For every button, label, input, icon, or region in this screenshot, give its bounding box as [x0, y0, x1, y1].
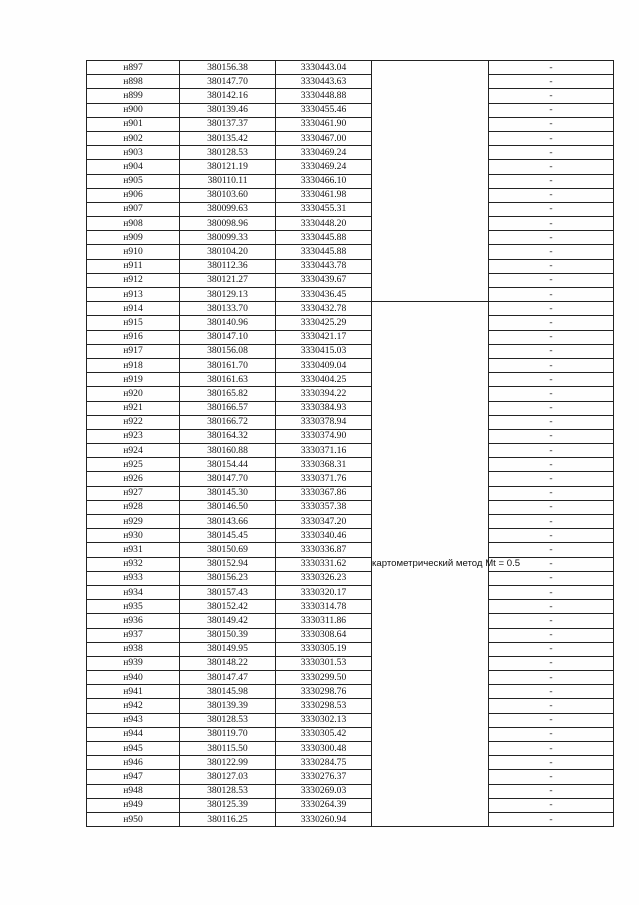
x-coordinate-cell: 380160.88 — [180, 444, 276, 458]
table-row — [87, 529, 614, 543]
x-coordinate-cell: 380103.60 — [180, 188, 276, 202]
x-coordinate-cell: 380112.36 — [180, 259, 276, 273]
y-coordinate-cell: 3330260.94 — [276, 812, 372, 826]
table-row — [87, 61, 614, 75]
table-row — [87, 713, 614, 727]
y-coordinate-cell: 3330276.37 — [276, 770, 372, 784]
value-cell: - — [489, 543, 614, 557]
point-id-cell: н935 — [87, 600, 180, 614]
x-coordinate-cell: 380133.70 — [180, 302, 276, 316]
y-coordinate-cell: 3330439.67 — [276, 273, 372, 287]
table-row — [87, 117, 614, 131]
table-row — [87, 188, 614, 202]
value-cell: - — [489, 756, 614, 770]
x-coordinate-cell: 380143.66 — [180, 515, 276, 529]
table-row — [87, 245, 614, 259]
x-coordinate-cell: 380127.03 — [180, 770, 276, 784]
point-id-cell: н923 — [87, 429, 180, 443]
y-coordinate-cell: 3330448.20 — [276, 217, 372, 231]
point-id-cell: н927 — [87, 486, 180, 500]
x-coordinate-cell: 380110.11 — [180, 174, 276, 188]
table-row — [87, 202, 614, 216]
value-cell: - — [489, 174, 614, 188]
table-row — [87, 103, 614, 117]
value-cell: - — [489, 515, 614, 529]
table-row — [87, 642, 614, 656]
table-row — [87, 415, 614, 429]
x-coordinate-cell: 380125.39 — [180, 798, 276, 812]
y-coordinate-cell: 3330469.24 — [276, 160, 372, 174]
x-coordinate-cell: 380147.70 — [180, 472, 276, 486]
x-coordinate-cell: 380129.13 — [180, 288, 276, 302]
point-id-cell: н941 — [87, 685, 180, 699]
point-id-cell: н937 — [87, 628, 180, 642]
value-cell: - — [489, 217, 614, 231]
point-id-cell: н913 — [87, 288, 180, 302]
table-row — [87, 89, 614, 103]
point-id-cell: н946 — [87, 756, 180, 770]
y-coordinate-cell: 3330384.93 — [276, 401, 372, 415]
x-coordinate-cell: 380156.38 — [180, 61, 276, 75]
point-id-cell: н903 — [87, 146, 180, 160]
point-id-cell: н916 — [87, 330, 180, 344]
y-coordinate-cell: 3330302.13 — [276, 713, 372, 727]
table-row — [87, 685, 614, 699]
value-cell: - — [489, 415, 614, 429]
point-id-cell: н924 — [87, 444, 180, 458]
y-coordinate-cell: 3330467.00 — [276, 131, 372, 145]
point-id-cell: н949 — [87, 798, 180, 812]
value-cell: - — [489, 585, 614, 599]
value-cell: - — [489, 259, 614, 273]
x-coordinate-cell: 380161.63 — [180, 373, 276, 387]
coordinates-table — [86, 60, 614, 827]
y-coordinate-cell: 3330394.22 — [276, 387, 372, 401]
x-coordinate-cell: 380116.25 — [180, 812, 276, 826]
point-id-cell: н936 — [87, 614, 180, 628]
table-row — [87, 131, 614, 145]
y-coordinate-cell: 3330432.78 — [276, 302, 372, 316]
value-cell: - — [489, 302, 614, 316]
point-id-cell: н905 — [87, 174, 180, 188]
point-id-cell: н900 — [87, 103, 180, 117]
x-coordinate-cell: 380156.08 — [180, 344, 276, 358]
y-coordinate-cell: 3330305.42 — [276, 727, 372, 741]
x-coordinate-cell: 380147.70 — [180, 75, 276, 89]
point-id-cell: н928 — [87, 500, 180, 514]
x-coordinate-cell: 380150.39 — [180, 628, 276, 642]
point-id-cell: н948 — [87, 784, 180, 798]
y-coordinate-cell: 3330371.16 — [276, 444, 372, 458]
point-id-cell: н921 — [87, 401, 180, 415]
x-coordinate-cell: 380154.44 — [180, 458, 276, 472]
y-coordinate-cell: 3330371.76 — [276, 472, 372, 486]
value-cell: - — [489, 486, 614, 500]
value-cell: - — [489, 557, 614, 571]
point-id-cell: н934 — [87, 585, 180, 599]
point-id-cell: н926 — [87, 472, 180, 486]
value-cell: - — [489, 727, 614, 741]
value-cell: - — [489, 231, 614, 245]
x-coordinate-cell: 380147.47 — [180, 671, 276, 685]
y-coordinate-cell: 3330436.45 — [276, 288, 372, 302]
y-coordinate-cell: 3330311.86 — [276, 614, 372, 628]
table-row — [87, 756, 614, 770]
x-coordinate-cell: 380128.53 — [180, 713, 276, 727]
table-row — [87, 160, 614, 174]
value-cell: - — [489, 600, 614, 614]
value-cell: - — [489, 273, 614, 287]
value-cell: - — [489, 160, 614, 174]
y-coordinate-cell: 3330305.19 — [276, 642, 372, 656]
value-cell: - — [489, 458, 614, 472]
x-coordinate-cell: 380128.53 — [180, 146, 276, 160]
table-row — [87, 699, 614, 713]
y-coordinate-cell: 3330461.98 — [276, 188, 372, 202]
y-coordinate-cell: 3330455.31 — [276, 202, 372, 216]
x-coordinate-cell: 380139.39 — [180, 699, 276, 713]
value-cell: - — [489, 742, 614, 756]
value-cell: - — [489, 61, 614, 75]
value-cell: - — [489, 358, 614, 372]
value-cell: - — [489, 529, 614, 543]
point-id-cell: н910 — [87, 245, 180, 259]
value-cell: - — [489, 671, 614, 685]
point-id-cell: н904 — [87, 160, 180, 174]
table-row — [87, 401, 614, 415]
y-coordinate-cell: 3330300.48 — [276, 742, 372, 756]
value-cell: - — [489, 642, 614, 656]
point-id-cell: н907 — [87, 202, 180, 216]
table-row — [87, 146, 614, 160]
y-coordinate-cell: 3330374.90 — [276, 429, 372, 443]
point-id-cell: н942 — [87, 699, 180, 713]
x-coordinate-cell: 380165.82 — [180, 387, 276, 401]
x-coordinate-cell: 380149.42 — [180, 614, 276, 628]
x-coordinate-cell: 380156.23 — [180, 571, 276, 585]
value-cell: - — [489, 202, 614, 216]
point-id-cell: н950 — [87, 812, 180, 826]
x-coordinate-cell: 380150.69 — [180, 543, 276, 557]
value-cell: - — [489, 75, 614, 89]
point-id-cell: н930 — [87, 529, 180, 543]
table-row — [87, 75, 614, 89]
y-coordinate-cell: 3330443.78 — [276, 259, 372, 273]
table-row — [87, 273, 614, 287]
point-id-cell: н931 — [87, 543, 180, 557]
point-id-cell: н932 — [87, 557, 180, 571]
y-coordinate-cell: 3330269.03 — [276, 784, 372, 798]
x-coordinate-cell: 380137.37 — [180, 117, 276, 131]
table-row — [87, 727, 614, 741]
point-id-cell: н899 — [87, 89, 180, 103]
value-cell: - — [489, 117, 614, 131]
point-id-cell: н933 — [87, 571, 180, 585]
x-coordinate-cell: 380146.50 — [180, 500, 276, 514]
x-coordinate-cell: 380121.27 — [180, 273, 276, 287]
y-coordinate-cell: 3330326.23 — [276, 571, 372, 585]
value-cell: - — [489, 401, 614, 415]
y-coordinate-cell: 3330367.86 — [276, 486, 372, 500]
value-cell: - — [489, 614, 614, 628]
x-coordinate-cell: 380104.20 — [180, 245, 276, 259]
y-coordinate-cell: 3330298.76 — [276, 685, 372, 699]
y-coordinate-cell: 3330340.46 — [276, 529, 372, 543]
point-id-cell: н918 — [87, 358, 180, 372]
x-coordinate-cell: 380148.22 — [180, 656, 276, 670]
table-row — [87, 557, 614, 571]
x-coordinate-cell: 380140.96 — [180, 316, 276, 330]
point-id-cell: н915 — [87, 316, 180, 330]
value-cell: - — [489, 472, 614, 486]
table-row — [87, 585, 614, 599]
y-coordinate-cell: 3330378.94 — [276, 415, 372, 429]
point-id-cell: н897 — [87, 61, 180, 75]
point-id-cell: н912 — [87, 273, 180, 287]
table-row — [87, 656, 614, 670]
table-row — [87, 784, 614, 798]
point-id-cell: н947 — [87, 770, 180, 784]
y-coordinate-cell: 3330445.88 — [276, 231, 372, 245]
point-id-cell: н908 — [87, 217, 180, 231]
table-row — [87, 387, 614, 401]
value-cell: - — [489, 656, 614, 670]
table-row — [87, 231, 614, 245]
y-coordinate-cell: 3330298.53 — [276, 699, 372, 713]
x-coordinate-cell: 380164.32 — [180, 429, 276, 443]
table-row — [87, 344, 614, 358]
point-id-cell: н922 — [87, 415, 180, 429]
table-row — [87, 671, 614, 685]
y-coordinate-cell: 3330284.75 — [276, 756, 372, 770]
method-cell-group-1 — [372, 61, 489, 302]
point-id-cell: н898 — [87, 75, 180, 89]
value-cell: - — [489, 444, 614, 458]
table-row — [87, 358, 614, 372]
y-coordinate-cell: 3330443.04 — [276, 61, 372, 75]
value-cell: - — [489, 628, 614, 642]
y-coordinate-cell: 3330448.88 — [276, 89, 372, 103]
point-id-cell: н920 — [87, 387, 180, 401]
table-row — [87, 500, 614, 514]
value-cell: - — [489, 713, 614, 727]
x-coordinate-cell: 380152.42 — [180, 600, 276, 614]
table-row — [87, 429, 614, 443]
y-coordinate-cell: 3330368.31 — [276, 458, 372, 472]
value-cell: - — [489, 103, 614, 117]
table-row — [87, 543, 614, 557]
value-cell: - — [489, 245, 614, 259]
table-row — [87, 515, 614, 529]
x-coordinate-cell: 380149.95 — [180, 642, 276, 656]
point-id-cell: н929 — [87, 515, 180, 529]
table-row — [87, 316, 614, 330]
table-row — [87, 174, 614, 188]
y-coordinate-cell: 3330455.46 — [276, 103, 372, 117]
table-row — [87, 472, 614, 486]
point-id-cell: н919 — [87, 373, 180, 387]
table-row — [87, 812, 614, 826]
point-id-cell: н939 — [87, 656, 180, 670]
x-coordinate-cell: 380135.42 — [180, 131, 276, 145]
value-cell: - — [489, 288, 614, 302]
x-coordinate-cell: 380147.10 — [180, 330, 276, 344]
point-id-cell: н909 — [87, 231, 180, 245]
value-cell: - — [489, 784, 614, 798]
x-coordinate-cell: 380142.16 — [180, 89, 276, 103]
table-row — [87, 486, 614, 500]
y-coordinate-cell: 3330264.39 — [276, 798, 372, 812]
y-coordinate-cell: 3330347.20 — [276, 515, 372, 529]
value-cell: - — [489, 131, 614, 145]
value-cell: - — [489, 373, 614, 387]
x-coordinate-cell: 380152.94 — [180, 557, 276, 571]
x-coordinate-cell: 380166.57 — [180, 401, 276, 415]
table-row — [87, 330, 614, 344]
y-coordinate-cell: 3330443.63 — [276, 75, 372, 89]
y-coordinate-cell: 3330331.62 — [276, 557, 372, 571]
table-row — [87, 742, 614, 756]
y-coordinate-cell: 3330301.53 — [276, 656, 372, 670]
x-coordinate-cell: 380145.30 — [180, 486, 276, 500]
y-coordinate-cell: 3330314.78 — [276, 600, 372, 614]
table-row — [87, 614, 614, 628]
point-id-cell: н914 — [87, 302, 180, 316]
point-id-cell: н911 — [87, 259, 180, 273]
point-id-cell: н944 — [87, 727, 180, 741]
value-cell: - — [489, 812, 614, 826]
point-id-cell: н938 — [87, 642, 180, 656]
y-coordinate-cell: 3330425.29 — [276, 316, 372, 330]
x-coordinate-cell: 380115.50 — [180, 742, 276, 756]
x-coordinate-cell: 380119.70 — [180, 727, 276, 741]
table-row — [87, 571, 614, 585]
y-coordinate-cell: 3330336.87 — [276, 543, 372, 557]
point-id-cell: н943 — [87, 713, 180, 727]
table-row — [87, 798, 614, 812]
value-cell: - — [489, 330, 614, 344]
table-row — [87, 444, 614, 458]
table-row — [87, 217, 614, 231]
table-row — [87, 458, 614, 472]
x-coordinate-cell: 380157.43 — [180, 585, 276, 599]
x-coordinate-cell: 380098.96 — [180, 217, 276, 231]
y-coordinate-cell: 3330308.64 — [276, 628, 372, 642]
table-row — [87, 373, 614, 387]
value-cell: - — [489, 89, 614, 103]
method-cell-group-2: картометрический метод Mt = 0.5 — [372, 302, 489, 827]
y-coordinate-cell: 3330357.38 — [276, 500, 372, 514]
y-coordinate-cell: 3330415.03 — [276, 344, 372, 358]
value-cell: - — [489, 571, 614, 585]
table-row — [87, 259, 614, 273]
y-coordinate-cell: 3330299.50 — [276, 671, 372, 685]
value-cell: - — [489, 770, 614, 784]
table-row — [87, 600, 614, 614]
y-coordinate-cell: 3330445.88 — [276, 245, 372, 259]
value-cell: - — [489, 344, 614, 358]
point-id-cell: н901 — [87, 117, 180, 131]
table-row — [87, 288, 614, 302]
x-coordinate-cell: 380099.33 — [180, 231, 276, 245]
x-coordinate-cell: 380121.19 — [180, 160, 276, 174]
point-id-cell: н940 — [87, 671, 180, 685]
y-coordinate-cell: 3330421.17 — [276, 330, 372, 344]
coordinates-table-body — [87, 61, 614, 827]
point-id-cell: н906 — [87, 188, 180, 202]
y-coordinate-cell: 3330320.17 — [276, 585, 372, 599]
x-coordinate-cell: 380161.70 — [180, 358, 276, 372]
point-id-cell: н902 — [87, 131, 180, 145]
table-row — [87, 302, 614, 316]
y-coordinate-cell: 3330404.25 — [276, 373, 372, 387]
table-row — [87, 770, 614, 784]
x-coordinate-cell: 380145.98 — [180, 685, 276, 699]
value-cell: - — [489, 316, 614, 330]
value-cell: - — [489, 500, 614, 514]
x-coordinate-cell: 380139.46 — [180, 103, 276, 117]
x-coordinate-cell: 380128.53 — [180, 784, 276, 798]
x-coordinate-cell: 380099.63 — [180, 202, 276, 216]
value-cell: - — [489, 429, 614, 443]
x-coordinate-cell: 380145.45 — [180, 529, 276, 543]
y-coordinate-cell: 3330409.04 — [276, 358, 372, 372]
y-coordinate-cell: 3330461.90 — [276, 117, 372, 131]
point-id-cell: н925 — [87, 458, 180, 472]
value-cell: - — [489, 699, 614, 713]
y-coordinate-cell: 3330469.24 — [276, 146, 372, 160]
value-cell: - — [489, 146, 614, 160]
table-row — [87, 628, 614, 642]
y-coordinate-cell: 3330466.10 — [276, 174, 372, 188]
value-cell: - — [489, 685, 614, 699]
value-cell: - — [489, 387, 614, 401]
value-cell: - — [489, 188, 614, 202]
value-cell: - — [489, 798, 614, 812]
x-coordinate-cell: 380122.99 — [180, 756, 276, 770]
point-id-cell: н917 — [87, 344, 180, 358]
point-id-cell: н945 — [87, 742, 180, 756]
x-coordinate-cell: 380166.72 — [180, 415, 276, 429]
